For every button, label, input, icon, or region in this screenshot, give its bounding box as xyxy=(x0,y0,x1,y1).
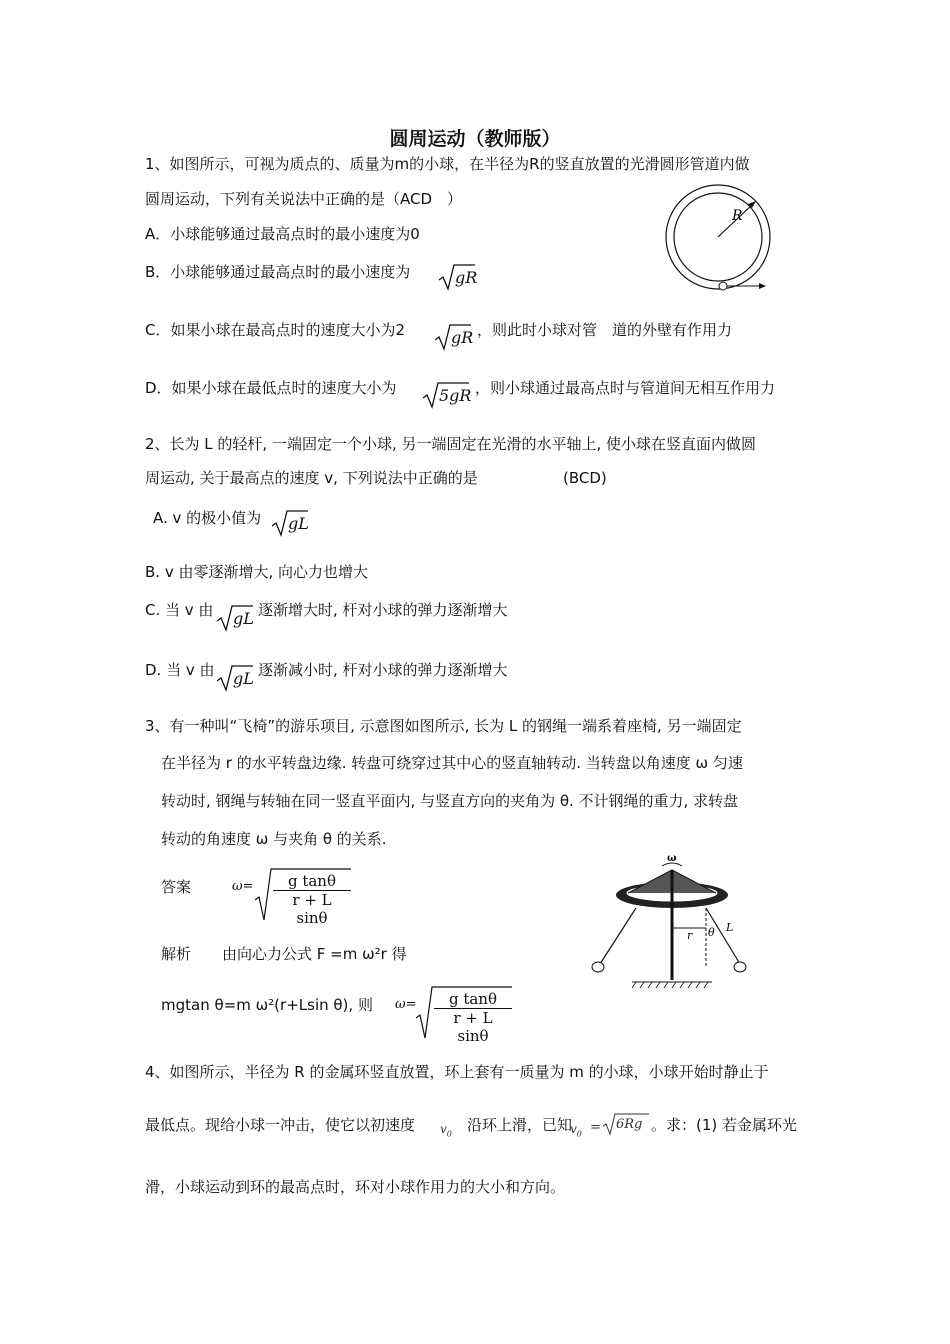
q4-v0-second xyxy=(570,1122,582,1138)
q4-v0-subscript: 0 xyxy=(446,1129,452,1139)
q3-answer-formula xyxy=(253,866,353,926)
q4-v0-subscript-2: 0 xyxy=(576,1129,582,1139)
q4-line2-mid: 沿环上滑，已知 xyxy=(467,1116,573,1134)
q4-v0-symbol: v xyxy=(440,1122,447,1136)
q3-flying-chair-figure xyxy=(588,848,768,996)
q1-option-b-sqrt xyxy=(437,262,477,296)
q1-option-d-sqrt xyxy=(421,380,471,414)
q3-equation-numerator: g tanθ xyxy=(434,990,512,1009)
q2-stem-line2: 周运动, 关于最高点的速度 v, 下列说法中正确的是 xyxy=(145,469,478,487)
q2-option-a-pre: A. v 的极小值为 xyxy=(153,509,262,527)
q2-answer: (BCD) xyxy=(563,469,607,487)
q4-v0-first xyxy=(440,1122,452,1138)
q3-answer-label: 答案 xyxy=(161,878,192,896)
q2-option-c-math: gL xyxy=(233,609,254,628)
q1-option-c-sqrt xyxy=(433,322,473,356)
q4-line3: 滑，小球运动到环的最高点时，环对小球作用力的大小和方向。 xyxy=(145,1178,566,1196)
q2-option-a-math: gL xyxy=(288,514,309,533)
q4-line2-pre: 最低点。现给小球一冲击，使它以初速度 xyxy=(145,1116,416,1134)
q4-v0-math: 6Rg xyxy=(616,1117,643,1132)
q4-v0-equals: = xyxy=(590,1120,601,1135)
q1-option-d-post: ，则小球通过最高点时与管道间无相互作用力 xyxy=(475,379,776,397)
q1-option-c-post: ，则此时小球对管 道的外壁有作用力 xyxy=(477,321,733,339)
q1-option-b-text: B．小球能够通过最高点时的最小速度为 xyxy=(145,263,411,281)
q1-ball xyxy=(719,282,727,290)
q3-answer-omega: ω= xyxy=(232,879,254,894)
q2-option-d-math: gL xyxy=(233,669,254,688)
q4-v0-sqrt xyxy=(601,1111,651,1141)
q3-line2: 在半径为 r 的水平转盘边缘. 转盘可绕穿过其中心的竖直轴转动. 当转盘以角速度 ω 匀速 xyxy=(161,754,743,772)
q1-option-b-math: gR xyxy=(455,268,478,287)
q2-option-c-pre: C. 当 v 由 xyxy=(145,601,214,619)
q3-equation-omega: ω= xyxy=(395,997,417,1012)
q2-option-d-pre: D. 当 v 由 xyxy=(145,661,215,679)
q2-option-a-sqrt xyxy=(270,508,310,542)
q3-equation-line: mgtan θ=m ω²(r+Lsin θ), 则 xyxy=(161,996,373,1014)
q1-option-a: A．小球能够通过最高点时的最小速度为0 xyxy=(145,225,420,243)
q3-analysis-text: 由向心力公式 F =m ω²r 得 xyxy=(222,945,407,963)
q2-option-c-sqrt xyxy=(215,603,255,637)
q3-line4: 转动的角速度 ω 与夹角 θ 的关系. xyxy=(161,830,387,848)
q2-option-c-post: 逐渐增大时, 杆对小球的弹力逐渐增大 xyxy=(258,601,508,619)
q3-figure-theta: θ xyxy=(708,926,715,939)
q1-stem-line1: 1、如图所示，可视为质点的、质量为m的小球，在半径为R的竖直放置的光滑圆形管道内做 xyxy=(145,155,750,173)
q1-stem-line2: 圆周运动，下列有关说法中正确的是（ACD ） xyxy=(145,190,463,208)
q3-analysis-label: 解析 xyxy=(161,945,192,963)
q3-rotation-arrow xyxy=(662,863,682,866)
q3-line3: 转动时, 钢绳与转轴在同一竖直平面内, 与竖直方向的夹角为 θ. 不计钢绳的重力, 求转盘 xyxy=(161,792,739,810)
q3-answer-denominator: r + L sinθ xyxy=(292,891,332,927)
q3-figure-r: r xyxy=(687,929,693,942)
page-title: 圆周运动（教师版） xyxy=(389,128,561,150)
q3-answer-fraction xyxy=(273,872,351,927)
q3-equation-formula xyxy=(414,984,514,1044)
q4-line1: 4、如图所示，半径为 R 的金属环竖直放置，环上套有一质量为 m 的小球，小球开始时静止于 xyxy=(145,1063,769,1081)
q2-option-d-sqrt xyxy=(215,663,255,697)
q3-right-seat xyxy=(734,962,746,972)
q1-option-b xyxy=(145,262,410,282)
q3-figure-l: L xyxy=(726,921,734,934)
q2-stem-line1: 2、长为 L 的轻杆, 一端固定一个小球, 另一端固定在光滑的水平轴上, 使小球在竖直面内做圆 xyxy=(145,435,757,453)
q4-v0-symbol-2: v xyxy=(570,1122,577,1136)
q3-left-seat xyxy=(592,962,604,972)
q1-option-c-pre: C．如果小球在最高点时的速度大小为2 xyxy=(145,321,406,339)
q1-tube-figure xyxy=(664,183,774,295)
q3-line1: 3、有一种叫“飞椅”的游乐项目, 示意图如图所示, 长为 L 的钢绳一端系着座椅, 另一端固定 xyxy=(145,717,742,735)
q3-left-rope xyxy=(600,908,636,964)
q4-line2-post: 。求：(1) 若金属环光 xyxy=(651,1116,798,1134)
q2-option-d-post: 逐渐减小时, 杆对小球的弹力逐渐增大 xyxy=(258,661,508,679)
q1-option-c-math: gR xyxy=(451,328,474,347)
q3-answer-numerator: g tanθ xyxy=(273,872,351,891)
q1-figure-label: R xyxy=(732,208,743,224)
q3-figure-omega: ω xyxy=(667,853,677,864)
q1-option-d-pre: D．如果小球在最低点时的速度大小为 xyxy=(145,379,397,397)
q1-option-d-math: 5gR xyxy=(439,386,472,405)
q3-equation-fraction xyxy=(434,990,512,1045)
q3-equation-denominator: r + L sinθ xyxy=(453,1009,493,1045)
q2-option-b: B. v 由零逐渐增大, 向心力也增大 xyxy=(145,563,369,581)
